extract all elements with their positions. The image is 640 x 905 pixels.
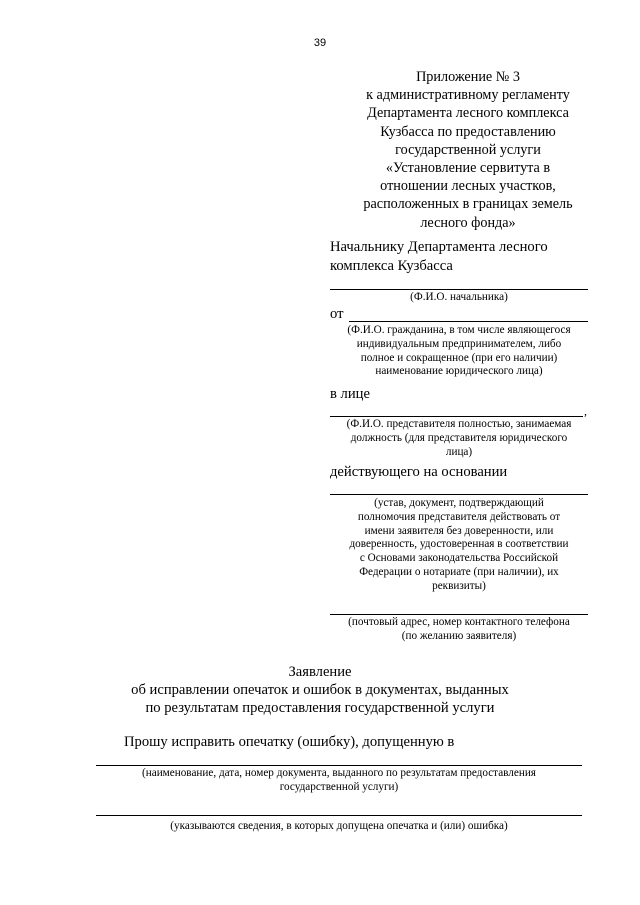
hint-line: (устав, документ, подтверждающий — [374, 497, 544, 509]
page-number: 39 — [313, 37, 327, 49]
statement-title-block — [0, 663, 640, 718]
hint-line: полное и сокращенное (при его наличии) — [360, 351, 558, 364]
representative-hint — [330, 418, 588, 459]
appendix-line: к административному регламенту — [366, 87, 570, 104]
hint-line: (по желанию заявителя) — [401, 629, 517, 642]
addressee-line: комплекса Кузбасса — [330, 257, 453, 274]
chief-name-line[interactable] — [330, 289, 588, 290]
addressee-block — [330, 238, 548, 275]
from-name-line[interactable] — [349, 321, 588, 322]
appendix-line: расположенных в границах земель — [363, 196, 573, 213]
basis-label: действующего на основании — [330, 464, 508, 480]
hint-line: реквизиты) — [432, 579, 486, 592]
appendix-line: Кузбасса по предоставлению — [380, 123, 556, 140]
representative-label: в лице — [330, 386, 370, 402]
from-hint — [330, 324, 588, 379]
hint-line: наименование юридического лица) — [375, 365, 543, 378]
chief-name-hint: (Ф.И.О. начальника) — [410, 291, 508, 303]
document-line[interactable] — [96, 765, 582, 766]
appendix-line: «Установление сервитута в — [385, 160, 551, 177]
hint-line: доверенность, удостоверенная в соответствии — [349, 538, 569, 551]
appendix-line: Департамента лесного комплекса — [367, 105, 569, 122]
hint-line: индивидуальным предпринимателем, либо — [356, 337, 562, 350]
addressee-line: Начальнику Департамента лесного — [330, 239, 548, 255]
appendix-header — [338, 68, 598, 232]
from-label: от — [330, 306, 344, 322]
hint-line: полномочия представителя действовать от — [357, 510, 561, 523]
hint-line: (почтовый адрес, номер контактного телефона — [348, 616, 570, 628]
hint-line: (Ф.И.О. представителя полностью, занимаемая — [346, 418, 572, 430]
appendix-line: лесного фонда» — [420, 214, 516, 231]
basis-hint — [330, 497, 588, 594]
document-hint: (наименование, дата, номер документа, выданного по результатам предоставления — [142, 767, 536, 779]
contact-line[interactable] — [330, 614, 588, 615]
appendix-line: государственной услуги — [395, 141, 541, 158]
appendix-line: отношении лесных участков, — [380, 178, 556, 195]
document-hint: государственной услуги) — [279, 781, 399, 793]
hint-line: должность (для представителя юридического — [350, 431, 568, 444]
appendix-line: Приложение № 3 — [416, 69, 520, 85]
statement-title: Заявление — [288, 664, 352, 680]
statement-subtitle: по результатам предоставления государственной услуги — [145, 700, 495, 717]
statement-subtitle: об исправлении опечаток и ошибок в документах, выданных — [131, 682, 509, 699]
hint-line: Федерации о нотариате (при наличии), их — [359, 565, 559, 578]
hint-line: (Ф.И.О. гражданина, в том числе являющегося — [347, 324, 571, 336]
basis-line[interactable] — [330, 494, 588, 495]
error-info-hint: (указываются сведения, в которых допущена опечатка и (или) ошибка) — [170, 820, 508, 832]
hint-line: с Основами законодательства Российской — [359, 552, 559, 565]
hint-line: имени заявителя без доверенности, или — [364, 524, 554, 537]
request-text: Прошу исправить опечатку (ошибку), допущенную в — [124, 734, 455, 750]
error-info-line[interactable] — [96, 815, 582, 816]
hint-line: лица) — [445, 445, 473, 458]
representative-line[interactable] — [330, 416, 583, 417]
comma: , — [584, 404, 587, 418]
contact-hint — [330, 616, 588, 644]
